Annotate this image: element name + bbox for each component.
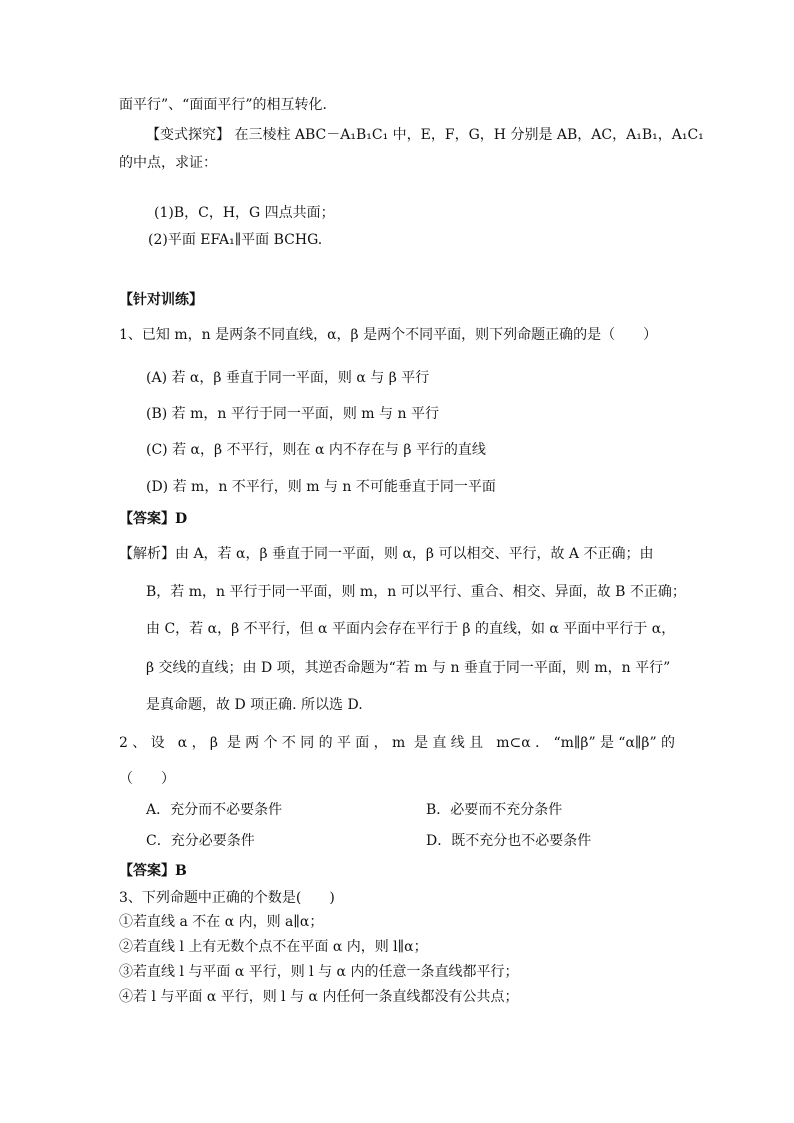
q3-statement-2: ②若直线 l 上有无数个点不在平面 α 内，则 l∥α；: [119, 939, 428, 955]
q1-option-b: (B) 若 m，n 平行于同一平面，则 m 与 n 平行: [146, 406, 439, 422]
q1-answer: 【答案】D: [119, 511, 188, 527]
q2-option-a: A．充分而不必要条件: [146, 802, 283, 818]
variant-tag: 【变式探究】: [146, 127, 230, 143]
q1-analysis-5: 是真命题，故 D 项正确. 所以选 D.: [146, 697, 363, 713]
proof-item-1: (1)B，C，H，G 四点共面；: [154, 205, 335, 221]
q1-analysis-2: B，若 m，n 平行于同一平面，则 m，n 可以平行、重合、相交、异面，故 B 不正确；: [146, 584, 686, 600]
q2-option-b: B．必要而不充分条件: [426, 802, 563, 818]
q1-option-c: (C) 若 α，β 不平行，则在 α 内不存在与 β 平行的直线: [146, 442, 486, 458]
q2-stem: 2、设 α，β 是两个不同的平面，m 是直线且 m⊂α．“m∥β”是“α∥β”的: [119, 735, 675, 751]
q2-answer: 【答案】B: [119, 863, 187, 879]
variant-text: 在三棱柱 ABC－A₁B₁C₁ 中，E，F，G，H 分别是 AB，AC，A₁B₁，A₁C₁: [234, 127, 704, 143]
q1-stem: 1、已知 m，n 是两条不同直线，α，β 是两个不同平面，则下列命题正确的是（ ）: [119, 327, 658, 343]
q1-option-d: (D) 若 m，n 不平行，则 m 与 n 不可能垂直于同一平面: [146, 479, 496, 495]
q2-paren: （ ）: [119, 771, 175, 787]
intro-line1: 面平行”、“面面平行”的相互转化．: [119, 97, 337, 113]
q1-analysis-4: β 交线的直线；由 D 项，其逆否命题为“若 m 与 n 垂直于同一平面，则 m，n 平行”: [146, 660, 671, 676]
variant-line: [146, 126, 704, 144]
q1-option-a: (A) 若 α，β 垂直于同一平面，则 α 与 β 平行: [146, 370, 430, 386]
q2-option-d: D．既不充分也不必要条件: [426, 833, 592, 849]
q3-statement-3: ③若直线 l 与平面 α 平行，则 l 与 α 内的任意一条直线都平行；: [119, 964, 519, 980]
q2-option-c: C．充分必要条件: [146, 833, 255, 849]
q3-stem: 3、下列命题中正确的个数是( ): [119, 890, 335, 906]
training-heading: 【针对训练】: [119, 292, 203, 308]
variant-line2: 的中点，求证：: [119, 155, 217, 171]
q1-analysis-1: 【解析】由 A，若 α，β 垂直于同一平面，则 α，β 可以相交、平行，故 A 不正确；由: [119, 546, 654, 562]
q1-analysis-3: 由 C，若 α，β 不平行，但 α 平面内会存在平行于 β 的直线，如 α 平面中平行于 α，: [146, 621, 676, 637]
proof-item-2: (2)平面 EFA₁∥平面 BCHG.: [148, 232, 323, 248]
q3-statement-4: ④若 l 与平面 α 平行，则 l 与 α 内任何一条直线都没有公共点；: [119, 989, 519, 1005]
q3-statement-1: ①若直线 a 不在 α 内，则 a∥α；: [119, 914, 324, 930]
